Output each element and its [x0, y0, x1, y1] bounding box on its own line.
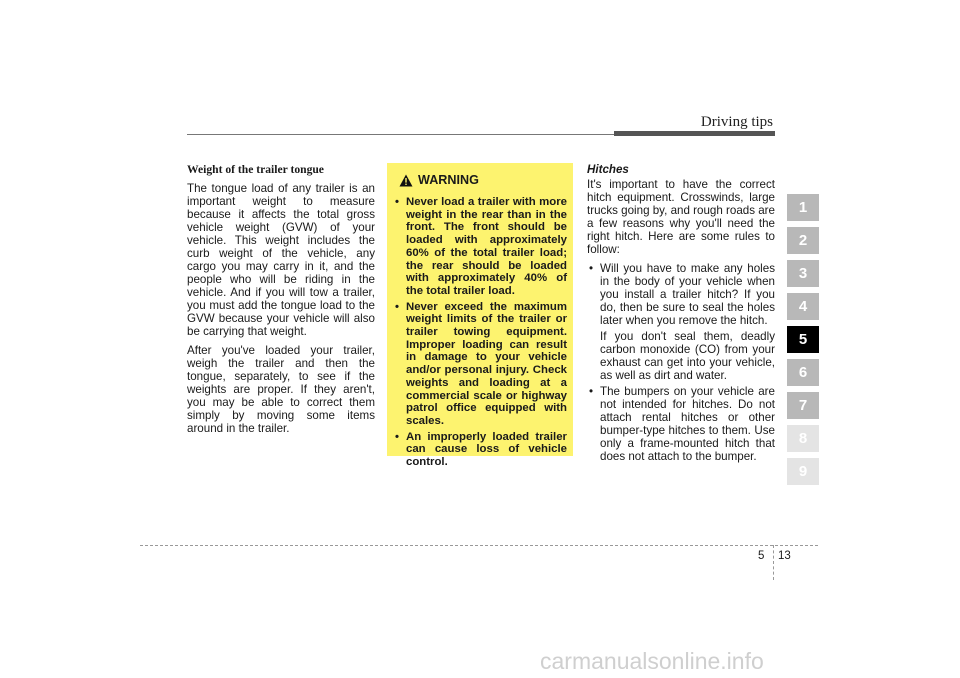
warning-box: [387, 163, 573, 469]
chapter-tab-5[interactable]: 5: [787, 326, 819, 353]
warning-item: • Never exceed the maximum weight limits of the trailer or trailer towing equipment. Improper loading can result in damage to your vehicle and/or personal injury. Check weights and loading at a commercial scale or highway patrol office equipped with scales.: [393, 301, 567, 428]
chapter-tab-2[interactable]: 2: [787, 227, 819, 254]
warning-item: • An improperly loaded trailer can cause loss of vehicle control.: [393, 431, 567, 469]
list-item: • The bumpers on your vehicle are not intended for hitches. Do not attach rental hitches or other bumper-type hitches to them. Use only a frame-mounted hitch that does not attach to the bumper.: [587, 385, 775, 463]
warning-header: [399, 173, 479, 187]
footer-chapter-number: 5: [758, 550, 765, 562]
chapter-tabs: [787, 194, 819, 491]
header-rule-accent: [614, 131, 775, 136]
tongue-weight-heading: Weight of the trailer tongue: [187, 163, 324, 176]
chapter-tab-7[interactable]: 7: [787, 392, 819, 419]
paragraph: The tongue load of any trailer is an important weight to measure because it affects the total gross vehicle weight (GVW) of your vehicle. This weight includes the curb weight of the vehicle, any cargo you may carry in it, and the people who will be riding in the vehicle. And if you will tow a trailer, you must add the tongue load to the GVW because your vehicle will also be carrying that weight.: [187, 182, 375, 338]
footer-page-number: 13: [778, 550, 791, 562]
hitches-list: [587, 262, 775, 463]
watermark: carmanualsonline.info: [540, 648, 764, 674]
paragraph: After you've loaded your trailer, weigh the trailer and then the tongue, separately, to see if the weights are proper. If they aren't, you may be able to correct them simply by moving some items around in the trailer.: [187, 344, 375, 435]
chapter-tab-8[interactable]: 8: [787, 425, 819, 452]
list-item-text: Will you have to make any holes in the body of your vehicle when you install a trailer hitch? If you do, then be sure to seal the holes later when you remove the hitch.: [600, 262, 775, 327]
hitches-intro: It's important to have the correct hitch equipment. Crosswinds, large trucks going by, and rough roads are a few reasons why you'll need the right hitch. Here are some rules to follow:: [587, 178, 775, 256]
warning-triangle-icon: [399, 174, 413, 187]
warning-title: WARNING: [418, 173, 479, 187]
warning-list: [393, 196, 567, 472]
left-column: [187, 163, 375, 441]
right-column: [587, 163, 775, 466]
chapter-tab-3[interactable]: 3: [787, 260, 819, 287]
footer-separator: [773, 545, 774, 580]
footer-rule: [140, 545, 818, 546]
list-item-followup: If you don't seal them, deadly carbon monoxide (CO) from your exhaust can get into your vehicle, as well as dirt and water.: [600, 330, 775, 382]
hitches-heading: Hitches: [587, 163, 629, 176]
warning-item: • Never load a trailer with more weight in the rear than in the front. The front should be loaded with approximately 60% of the total trailer load; the rear should be loaded with approximately 40% of the total trailer load.: [393, 196, 567, 298]
section-title: Driving tips: [700, 114, 773, 130]
list-item: [587, 262, 775, 382]
chapter-tab-6[interactable]: 6: [787, 359, 819, 386]
chapter-tab-4[interactable]: 4: [787, 293, 819, 320]
chapter-tab-1[interactable]: 1: [787, 194, 819, 221]
chapter-tab-9[interactable]: 9: [787, 458, 819, 485]
